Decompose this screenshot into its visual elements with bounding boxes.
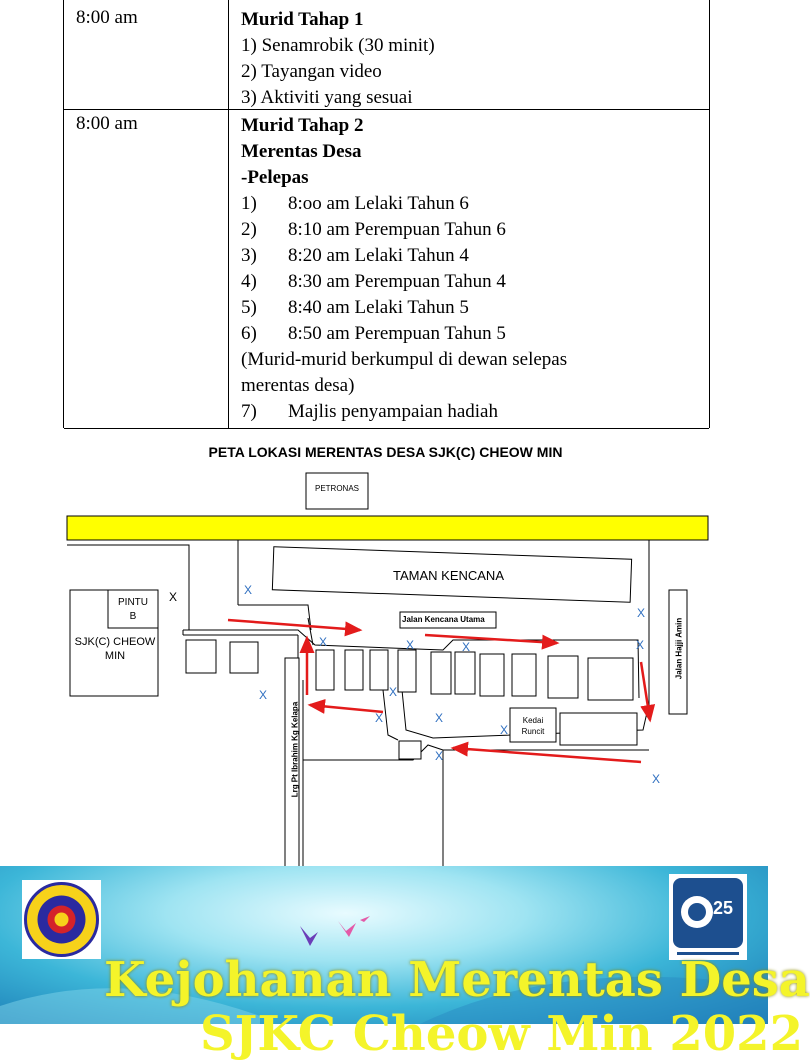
pintu-b-label: PINTU B [118,597,148,622]
list-item: 2) Tayangan video [241,61,382,82]
note-line: (Murid-murid berkumpul di dewan selepas [241,349,568,370]
school-crest-logo [22,880,101,959]
bird-icon [300,926,318,946]
list-item: 3) Aktiviti yang sesuai [241,87,413,108]
list-item: 1) Senamrobik (30 minit) [241,35,435,56]
marker-x: X [406,638,415,652]
schedule-row [64,109,709,429]
jalan-haji-label: Jalan Hajji Amin [674,617,684,680]
marker-x: X [259,688,268,702]
main-road [67,516,708,540]
tsp-25-logo [669,874,747,960]
marker-x: X [319,635,328,649]
lorong-label: Lrg Pt Ibrahim Kg Kelapa [290,701,300,798]
schedule-row [64,0,709,110]
marker-x: X [435,749,444,763]
row-content [241,113,697,425]
taman-kencana-label: TAMAN KENCANA [393,568,504,583]
row-time: 8:00 am [76,7,138,28]
marker-x: X [652,772,661,786]
marker-x: X [169,590,178,604]
marker-x: X [500,723,509,737]
list-item: 3) 8:20 am Lelaki Tahun 4 [241,245,469,266]
bird-icon [338,921,356,937]
schedule-table [63,0,710,428]
logo-number: 25 [713,898,734,918]
list-item: 1) 8:oo am Lelaki Tahun 6 [241,193,469,214]
row-heading: Murid Tahap 2 [241,115,364,136]
list-item: 2) 8:10 am Perempuan Tahun 6 [241,219,506,240]
list-item: 4) 8:30 am Perempuan Tahun 4 [241,271,506,292]
event-banner [0,866,810,1062]
row-content [241,7,697,111]
list-item: 5) 8:40 am Lelaki Tahun 5 [241,297,469,318]
school-label: SJK(C) CHEOW MIN [74,636,156,662]
note-line: merentas desa) [241,375,355,396]
marker-x: X [637,606,646,620]
jalan-kencana-label: Jalan Kencana Utama [402,615,485,624]
marker-x: X [244,583,253,597]
list-item: 7) Majlis penyampaian hadiah [241,401,498,422]
row-heading: Murid Tahap 1 [241,9,364,30]
row-time: 8:00 am [76,113,138,134]
map-title: PETA LOKASI MERENTAS DESA SJK(C) CHEOW MIN [208,444,563,460]
banner-subtitle: SJKC Cheow Min 2022 [200,1006,803,1062]
marker-x: X [375,711,384,725]
petronas-label: PETRONAS [314,484,359,493]
bird-icon [352,916,370,922]
route-map [63,430,708,866]
list-item: 6) 8:50 am Perempuan Tahun 5 [241,323,506,344]
marker-x: X [435,711,444,725]
kedai-runcit-label: Kedai Runcit [521,716,545,736]
row-subheading: Merentas Desa [241,141,362,162]
houses [186,640,637,868]
marker-x: X [636,638,645,652]
row-subheading: -Pelepas [241,167,309,188]
banner-title: Kejohanan Merentas Desa [104,952,810,1008]
marker-x: X [462,640,471,654]
marker-x: X [389,685,398,699]
